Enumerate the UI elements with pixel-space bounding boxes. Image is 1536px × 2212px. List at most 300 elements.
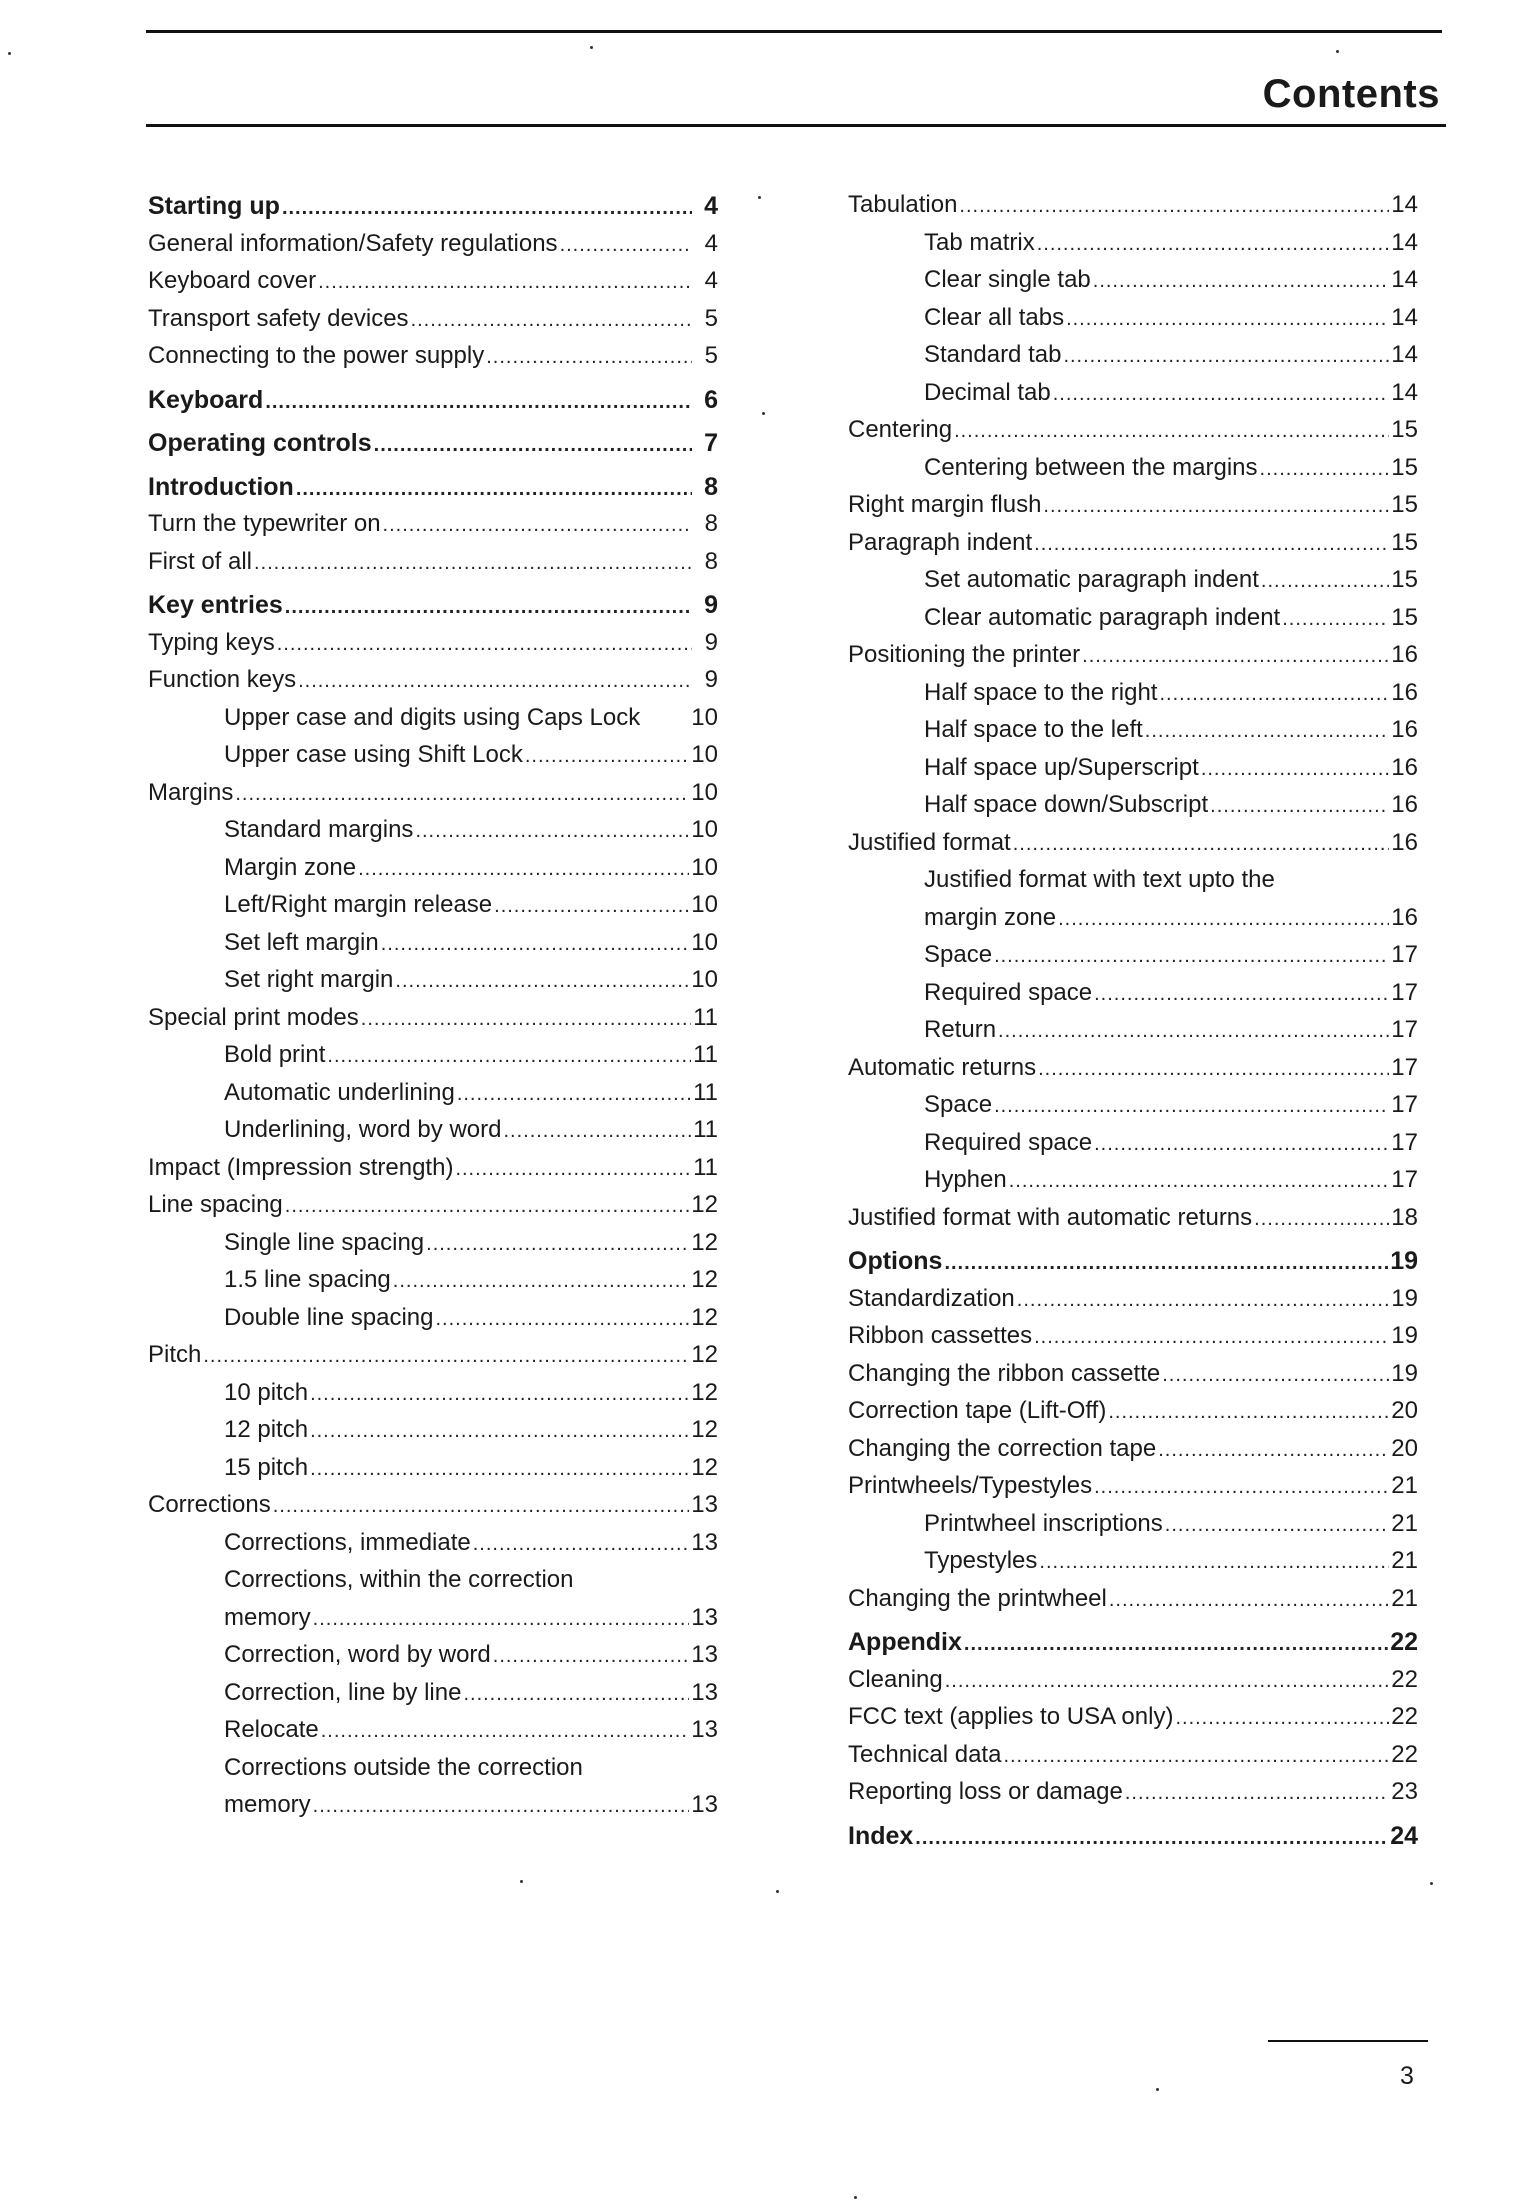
dot-leader: [1003, 1745, 1389, 1768]
toc-entry-title: Justified format with automatic returns: [848, 1203, 1253, 1231]
toc-entry-title: Justified format: [848, 828, 1011, 856]
toc-entry: [848, 416, 1418, 454]
toc-page-number: 15: [1391, 603, 1418, 631]
dot-leader: [277, 633, 692, 656]
scan-speck: [758, 196, 761, 199]
toc-page-number: 14: [1391, 303, 1418, 331]
toc-entry: [148, 629, 718, 667]
toc-entry: [148, 1154, 718, 1192]
toc-entry-title: Set right margin: [224, 966, 394, 993]
toc-subentry: [148, 704, 718, 742]
toc-subentry: [148, 816, 718, 854]
toc-subentry: [848, 941, 1418, 979]
dot-leader: [1254, 1208, 1389, 1231]
toc-entry-title: Set automatic paragraph indent: [924, 566, 1259, 593]
toc-page-number: 13: [691, 1791, 718, 1818]
dot-leader: [273, 1495, 690, 1518]
toc-entry: [848, 1054, 1418, 1092]
toc-entry-title: Clear automatic paragraph indent: [924, 603, 1281, 631]
dot-leader: [298, 670, 692, 693]
toc-page-number: 15: [1391, 453, 1418, 481]
toc-section-heading: [148, 429, 718, 467]
toc-section-heading: [148, 192, 718, 230]
toc-subentry: [148, 1604, 718, 1642]
toc-subentry: [148, 1079, 718, 1117]
toc-subentry: [148, 741, 718, 779]
toc-page-number: 15: [1391, 491, 1418, 518]
toc-left-column: [148, 186, 718, 1829]
toc-entry: [148, 1491, 718, 1529]
dot-leader: [285, 596, 692, 619]
dot-leader: [203, 1345, 689, 1368]
toc-page-number: 17: [1391, 1053, 1418, 1081]
dot-leader: [1261, 570, 1389, 593]
toc-page-number: 18: [1391, 1203, 1418, 1231]
dot-leader: [915, 1827, 1388, 1850]
toc-subentry: [848, 791, 1418, 829]
toc-subentry: [848, 754, 1418, 792]
toc-subentry: [848, 604, 1418, 642]
toc-subentry: [848, 1166, 1418, 1204]
toc-page-number: 10: [691, 741, 718, 768]
dot-leader: [964, 1633, 1388, 1656]
toc-page-number: 12: [691, 1341, 718, 1368]
toc-entry: [848, 1204, 1418, 1242]
toc-subentry: [848, 229, 1418, 267]
toc-subentry: [848, 566, 1418, 604]
toc-entry: [148, 1191, 718, 1229]
toc-page-number: 21: [1391, 1509, 1418, 1537]
toc-page-number: 16: [1391, 716, 1418, 743]
toc-page-number: 12: [691, 1266, 718, 1293]
toc-entry-title: Reporting loss or damage: [848, 1778, 1123, 1805]
dot-leader: [560, 234, 692, 257]
scan-speck: [1156, 2088, 1159, 2091]
toc-page-number: 14: [1391, 191, 1418, 218]
toc-entry-title: Keyboard: [148, 385, 264, 414]
dot-leader: [374, 434, 692, 457]
toc-page-number: 17: [1391, 1128, 1418, 1156]
toc-page-number: 17: [1391, 941, 1418, 968]
toc-entry-title: Centering between the margins: [924, 453, 1258, 481]
toc-subentry: [848, 1129, 1418, 1167]
toc-section-heading: [848, 1247, 1418, 1285]
dot-leader: [254, 552, 692, 575]
toc-subentry: [848, 716, 1418, 754]
toc-page-number: 15: [1391, 416, 1418, 443]
toc-page-number: 6: [704, 385, 718, 414]
toc-entry-title: Changing the ribbon cassette: [848, 1359, 1161, 1387]
toc-entry-title: Automatic returns: [848, 1053, 1037, 1081]
toc-page-number: 17: [1391, 1166, 1418, 1193]
toc-entry-title: Connecting to the power supply: [148, 342, 485, 369]
toc-page-number: 16: [1391, 828, 1418, 856]
toc-page-number: 14: [1391, 378, 1418, 406]
dot-leader: [998, 1020, 1389, 1043]
page-title: Contents: [1262, 72, 1440, 116]
dot-leader: [1066, 308, 1389, 331]
toc-entry-title: Decimal tab: [924, 378, 1051, 406]
dot-leader: [1043, 495, 1389, 518]
dot-leader: [1145, 720, 1390, 743]
toc-entry: [848, 1322, 1418, 1360]
toc-entry-title: Return: [924, 1016, 997, 1043]
toc-entry-title: Starting up: [148, 192, 280, 220]
dot-leader: [455, 1158, 691, 1181]
toc-page-number: 21: [1391, 1547, 1418, 1574]
toc-subentry: [848, 454, 1418, 492]
toc-entry-title: Upper case using Shift Lock: [224, 741, 523, 768]
dot-leader: [1063, 345, 1389, 368]
dot-leader: [321, 1720, 690, 1743]
toc-entry-title: Set left margin: [224, 928, 379, 956]
dot-leader: [959, 195, 1389, 218]
toc-entry-title: Function keys: [148, 666, 297, 693]
toc-subentry: [148, 966, 718, 1004]
dot-leader: [525, 745, 689, 768]
toc-page-number: 8: [704, 547, 718, 575]
toc-subentry: [148, 1529, 718, 1567]
toc-entry-title: Correction, line by line: [224, 1678, 462, 1706]
toc-entry-title: Corrections outside the correction: [224, 1753, 583, 1781]
toc-subentry: [148, 1566, 718, 1604]
dot-leader: [235, 783, 689, 806]
toc-section-heading: [148, 473, 718, 511]
toc-entry: [148, 342, 718, 380]
toc-page-number: 16: [1391, 791, 1418, 818]
toc-subentry: [148, 1116, 718, 1154]
scan-speck: [1430, 1882, 1433, 1885]
toc-page-number: 11: [693, 1041, 718, 1068]
dot-leader: [318, 271, 692, 294]
toc-entry-title: Margin zone: [224, 853, 357, 881]
toc-entry: [148, 779, 718, 817]
toc-entry-title: Pitch: [148, 1341, 202, 1368]
toc-entry-title: 12 pitch: [224, 1416, 309, 1443]
dot-leader: [313, 1608, 690, 1631]
dot-leader: [327, 1045, 691, 1068]
toc-page-number: 4: [704, 267, 718, 294]
toc-entry-title: memory: [224, 1603, 311, 1631]
dot-leader: [426, 1233, 689, 1256]
toc-page-number: 17: [1391, 978, 1418, 1006]
toc-subentry: [848, 379, 1418, 417]
toc-subentry: [848, 1016, 1418, 1054]
toc-entry-title: Tabulation: [848, 191, 958, 218]
toc-entry-title: Upper case and digits using Caps Lock: [224, 703, 641, 731]
toc-entry: [148, 230, 718, 268]
toc-entry: [848, 1778, 1418, 1816]
dot-leader: [1058, 908, 1389, 931]
dot-leader: [395, 970, 689, 993]
toc-page-number: 22: [1391, 1740, 1418, 1768]
toc-page-number: 21: [1391, 1472, 1418, 1499]
toc-page-number: 14: [1391, 341, 1418, 368]
toc-entry-title: Single line spacing: [224, 1228, 425, 1256]
toc-entry-title: Hyphen: [924, 1166, 1007, 1193]
dot-leader: [1034, 533, 1389, 556]
toc-page-number: 24: [1390, 1821, 1418, 1850]
toc-subentry: [148, 1416, 718, 1454]
toc-entry-title: Operating controls: [148, 429, 372, 457]
footer-rule: [1268, 2040, 1428, 2042]
toc-page-number: 4: [704, 192, 718, 220]
dot-leader: [1009, 1170, 1390, 1193]
toc-page-number: 8: [704, 472, 718, 501]
toc-entry: [148, 305, 718, 343]
toc-page-number: 10: [691, 928, 718, 956]
dot-leader: [1125, 1782, 1389, 1805]
toc-entry-title: Changing the correction tape: [848, 1434, 1157, 1462]
toc-page-number: 5: [704, 342, 718, 369]
scan-speck: [1336, 50, 1339, 53]
toc-page-number: 19: [1391, 1284, 1418, 1312]
toc-entry: [848, 1472, 1418, 1510]
toc-entry: [848, 1360, 1418, 1398]
toc-page-number: 16: [1391, 753, 1418, 781]
scan-speck: [776, 1890, 779, 1893]
dot-leader: [473, 1533, 690, 1556]
dot-leader: [1260, 458, 1390, 481]
page-number: 3: [1400, 2062, 1414, 2090]
toc-page-number: 15: [1391, 566, 1418, 593]
toc-entry-title: Transport safety devices: [148, 304, 409, 332]
toc-entry-title: Bold print: [224, 1041, 326, 1068]
toc-subentry: [848, 1091, 1418, 1129]
toc-entry-title: Tab matrix: [924, 228, 1035, 256]
toc-page-number: 13: [691, 1528, 718, 1556]
toc-entry-title: Technical data: [848, 1740, 1002, 1768]
toc-entry-title: Typestyles: [924, 1547, 1038, 1574]
toc-page-number: 9: [704, 628, 718, 656]
dot-leader: [296, 478, 692, 501]
dot-leader: [282, 197, 692, 220]
dot-leader: [494, 895, 689, 918]
toc-entry-title: Half space to the left: [924, 716, 1143, 743]
toc-entry: [148, 267, 718, 305]
toc-entry-title: Correction tape (Lift-Off): [848, 1397, 1107, 1424]
toc-page-number: 14: [1391, 266, 1418, 293]
toc-page-number: 12: [691, 1416, 718, 1443]
toc-entry: [148, 1004, 718, 1042]
toc-entry-title: Keyboard cover: [148, 267, 317, 294]
toc-entry: [848, 829, 1418, 867]
toc-entry-title: Required space: [924, 1128, 1093, 1156]
toc-page-number: 12: [691, 1378, 718, 1406]
toc-page-number: 10: [691, 891, 718, 918]
toc-entry-title: Half space up/Superscript: [924, 753, 1199, 781]
toc-entry-title: Positioning the printer: [848, 641, 1081, 668]
toc-entry-title: Centering: [848, 416, 953, 443]
dot-leader: [1282, 608, 1389, 631]
toc-subentry: [848, 904, 1418, 942]
toc-page-number: 12: [691, 1303, 718, 1331]
toc-page-number: 16: [1391, 641, 1418, 668]
toc-entry-title: Line spacing: [148, 1191, 283, 1218]
toc-entry-title: Changing the printwheel: [848, 1584, 1107, 1612]
toc-entry-title: Margins: [148, 778, 234, 806]
dot-leader: [415, 820, 689, 843]
toc-page-number: 23: [1391, 1778, 1418, 1805]
toc-entry: [148, 510, 718, 548]
dot-leader: [381, 933, 690, 956]
dot-leader: [1053, 383, 1390, 406]
toc-entry-title: Printwheels/Typestyles: [848, 1472, 1093, 1499]
toc-page-number: 11: [693, 1003, 718, 1031]
toc-page-number: 10: [691, 778, 718, 806]
toc-entry-title: Clear all tabs: [924, 303, 1065, 331]
toc-page-number: 19: [1391, 1322, 1418, 1349]
toc-page-number: 19: [1390, 1247, 1418, 1275]
toc-page-number: 20: [1391, 1434, 1418, 1462]
toc-subentry: [148, 1679, 718, 1717]
dot-leader: [994, 1095, 1389, 1118]
dot-leader: [994, 945, 1389, 968]
dot-leader: [945, 1670, 1390, 1693]
toc-subentry: [148, 1266, 718, 1304]
toc-entry-title: 1.5 line spacing: [224, 1266, 391, 1293]
dot-leader: [393, 1270, 690, 1293]
toc-entry: [848, 529, 1418, 567]
toc-entry-title: Standard tab: [924, 341, 1062, 368]
dot-leader: [1034, 1326, 1389, 1349]
toc-entry-title: Left/Right margin release: [224, 891, 493, 918]
toc-entry-title: memory: [224, 1791, 311, 1818]
dot-leader: [944, 1252, 1388, 1275]
toc-subentry: [148, 1791, 718, 1829]
toc-entry-title: First of all: [148, 547, 253, 575]
scan-speck: [590, 46, 593, 49]
toc-page-number: 13: [691, 1716, 718, 1743]
toc-section-heading: [848, 1628, 1418, 1666]
toc-entry: [848, 641, 1418, 679]
toc-page-number: 14: [1391, 228, 1418, 256]
toc-entry-title: Space: [924, 941, 993, 968]
dot-leader: [313, 1795, 690, 1818]
toc-entry-title: Typing keys: [148, 628, 275, 656]
toc-entry-title: Special print modes: [148, 1003, 359, 1031]
toc-subentry: [848, 1510, 1418, 1548]
toc-page-number: 9: [704, 666, 718, 693]
dot-leader: [486, 346, 692, 369]
dot-leader: [1013, 833, 1390, 856]
toc-page-number: 16: [1391, 678, 1418, 706]
toc-right-column: [848, 191, 1418, 1859]
toc-entry-title: Cleaning: [848, 1665, 943, 1693]
toc-page-number: 13: [691, 1603, 718, 1631]
toc-section-heading: [148, 591, 718, 629]
toc-page-number: 13: [691, 1641, 718, 1668]
dot-leader: [285, 1195, 690, 1218]
scan-speck: [762, 412, 765, 415]
toc-page-number: 8: [704, 510, 718, 537]
toc-page-number: 21: [1391, 1584, 1418, 1612]
dot-leader: [493, 1645, 690, 1668]
toc-subentry: [148, 1754, 718, 1792]
toc-page-number: 7: [704, 429, 718, 457]
toc-page-number: 19: [1391, 1359, 1418, 1387]
toc-entry: [848, 1585, 1418, 1623]
toc-subentry: [848, 1547, 1418, 1585]
dot-leader: [383, 514, 692, 537]
toc-entry: [848, 1703, 1418, 1741]
toc-page-number: 13: [691, 1491, 718, 1518]
toc-entry-title: Index: [848, 1821, 914, 1850]
dot-leader: [1039, 1551, 1389, 1574]
toc-page-number: 22: [1391, 1703, 1418, 1730]
scan-speck: [8, 52, 11, 55]
toc-entry-title: Correction, word by word: [224, 1641, 491, 1668]
toc-subentry: [848, 679, 1418, 717]
toc-entry-title: Right margin flush: [848, 491, 1042, 518]
dot-leader: [1094, 1133, 1389, 1156]
toc-entry-title: Space: [924, 1091, 993, 1118]
toc-subentry: [148, 1379, 718, 1417]
toc-entry-title: Double line spacing: [224, 1303, 434, 1331]
toc-entry-title: Impact (Impression strength): [148, 1153, 454, 1181]
dot-leader: [1109, 1589, 1389, 1612]
toc-entry-title: Half space down/Subscript: [924, 791, 1209, 818]
toc-page-number: 10: [691, 703, 718, 731]
toc-entry-title: Ribbon cassettes: [848, 1322, 1033, 1349]
toc-page-number: 9: [704, 591, 718, 619]
dot-leader: [503, 1120, 691, 1143]
toc-page-number: 13: [691, 1678, 718, 1706]
toc-subentry: [848, 979, 1418, 1017]
toc-subentry: [148, 1304, 718, 1342]
toc-entry: [148, 1341, 718, 1379]
toc-entry: [848, 491, 1418, 529]
toc-page-number: 10: [691, 816, 718, 843]
toc-entry-title: Clear single tab: [924, 266, 1091, 293]
toc-entry-title: 15 pitch: [224, 1453, 309, 1481]
toc-entry-title: Underlining, word by word: [224, 1116, 502, 1143]
toc-page-number: 12: [691, 1228, 718, 1256]
dot-leader: [1158, 1439, 1389, 1462]
dot-leader: [1094, 983, 1389, 1006]
toc-entry-title: Corrections, immediate: [224, 1528, 471, 1556]
toc-subentry: [148, 1716, 718, 1754]
toc-entry: [148, 666, 718, 704]
dot-leader: [954, 420, 1389, 443]
toc-subentry: [148, 929, 718, 967]
toc-entry: [848, 1666, 1418, 1704]
toc-page-number: 22: [1391, 1665, 1418, 1693]
toc-entry-title: Turn the typewriter on: [148, 510, 381, 537]
dot-leader: [435, 1308, 689, 1331]
toc-page-number: 5: [704, 304, 718, 332]
toc-entry-title: Half space to the right: [924, 678, 1158, 706]
toc-section-heading: [848, 1822, 1418, 1860]
dot-leader: [1201, 758, 1389, 781]
toc-entry-title: Relocate: [224, 1716, 319, 1743]
toc-entry: [148, 548, 718, 586]
dot-leader: [1093, 270, 1390, 293]
toc-entry: [848, 1285, 1418, 1323]
dot-leader: [1210, 795, 1389, 818]
dot-leader: [1094, 1476, 1389, 1499]
dot-leader: [265, 391, 692, 414]
toc-entry-title: Automatic underlining: [224, 1078, 455, 1106]
toc-subentry: [148, 854, 718, 892]
toc-entry-title: Corrections, within the correction: [224, 1566, 574, 1593]
dot-leader: [310, 1458, 689, 1481]
toc-entry-title: Key entries: [148, 591, 283, 619]
dot-leader: [310, 1420, 689, 1443]
toc-subentry: [848, 304, 1418, 342]
dot-leader: [1037, 233, 1390, 256]
toc-page-number: 11: [693, 1153, 718, 1181]
